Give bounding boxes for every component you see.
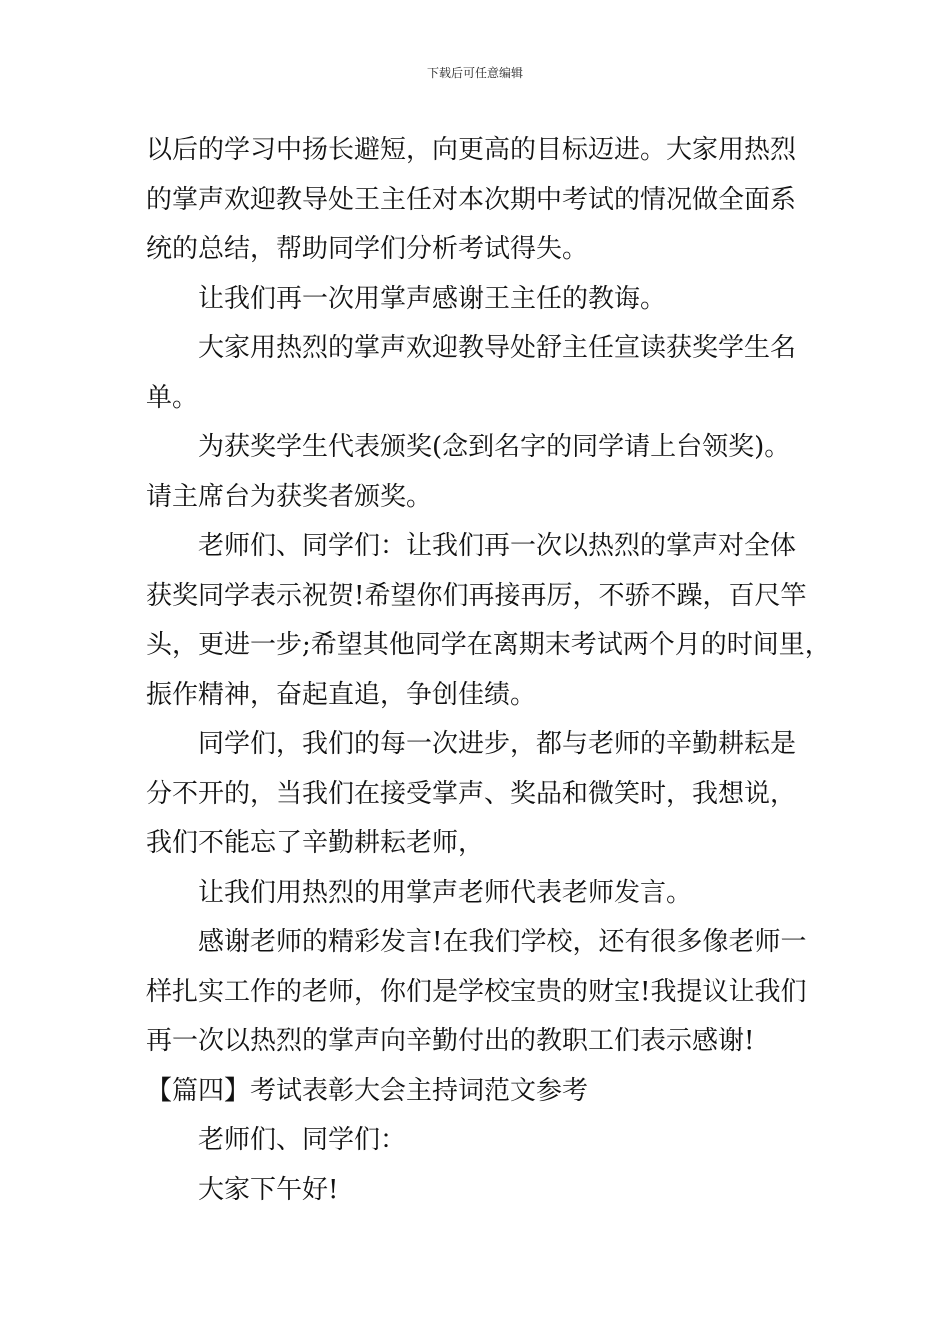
text-line: 我们不能忘了辛勤耕耘老师，: [146, 828, 485, 858]
text-line: 为获奖学生代表颁奖(念到名字的同学请上台领奖)。: [198, 432, 791, 462]
text-line: 样扎实工作的老师，你们是学校宝贵的财宝!我提议让我们: [146, 976, 807, 1007]
text-line: 同学们，我们的每一次进步，都与老师的辛勤耕耘是: [198, 729, 797, 759]
text-line: 让我们用热烈的用掌声老师代表老师发言。: [198, 877, 693, 908]
text-line: 统的总结，帮助同学们分析考试得失。: [146, 234, 589, 264]
text-line: 老师们、同学们：: [198, 1125, 407, 1155]
text-line: 以后的学习中扬长避短，向更高的目标迈进。大家用热烈: [146, 135, 797, 165]
text-line: 头，更进一步;希望其他同学在离期末考试两个月的时间里，: [146, 630, 831, 660]
document-body: [146, 126, 831, 1215]
text-line: 大家下午好!: [198, 1174, 339, 1205]
text-line: 大家用热烈的掌声欢迎教导处舒主任宣读获奖学生名: [198, 333, 797, 363]
text-line: 振作精神，奋起直追，争创佳绩。: [146, 679, 537, 710]
page-header: 下载后可任意编辑: [426, 66, 523, 80]
text-line: 再一次以热烈的掌声向辛勤付出的教职工们表示感谢!: [146, 1026, 755, 1056]
text-line: 感谢老师的精彩发言!在我们学校，还有很多像老师一: [198, 927, 807, 957]
section-heading: 【篇四】考试表彰大会主持词范文参考: [146, 1075, 589, 1106]
text-line: 老师们、同学们：让我们再一次以热烈的掌声对全体: [198, 531, 797, 561]
text-line: 单。: [146, 382, 199, 413]
text-line: 让我们再一次用掌声感谢王主任的教诲。: [198, 283, 667, 314]
text-line: 获奖同学表示祝贺!希望你们再接再厉，不骄不躁，百尺竿: [146, 580, 807, 611]
text-line: 请主席台为获奖者颁奖。: [146, 481, 433, 512]
text-line: 的掌声欢迎教导处王主任对本次期中考试的情况做全面系: [146, 184, 797, 215]
text-line: 分不开的，当我们在接受掌声、奖品和微笑时，我想说，: [146, 778, 797, 809]
